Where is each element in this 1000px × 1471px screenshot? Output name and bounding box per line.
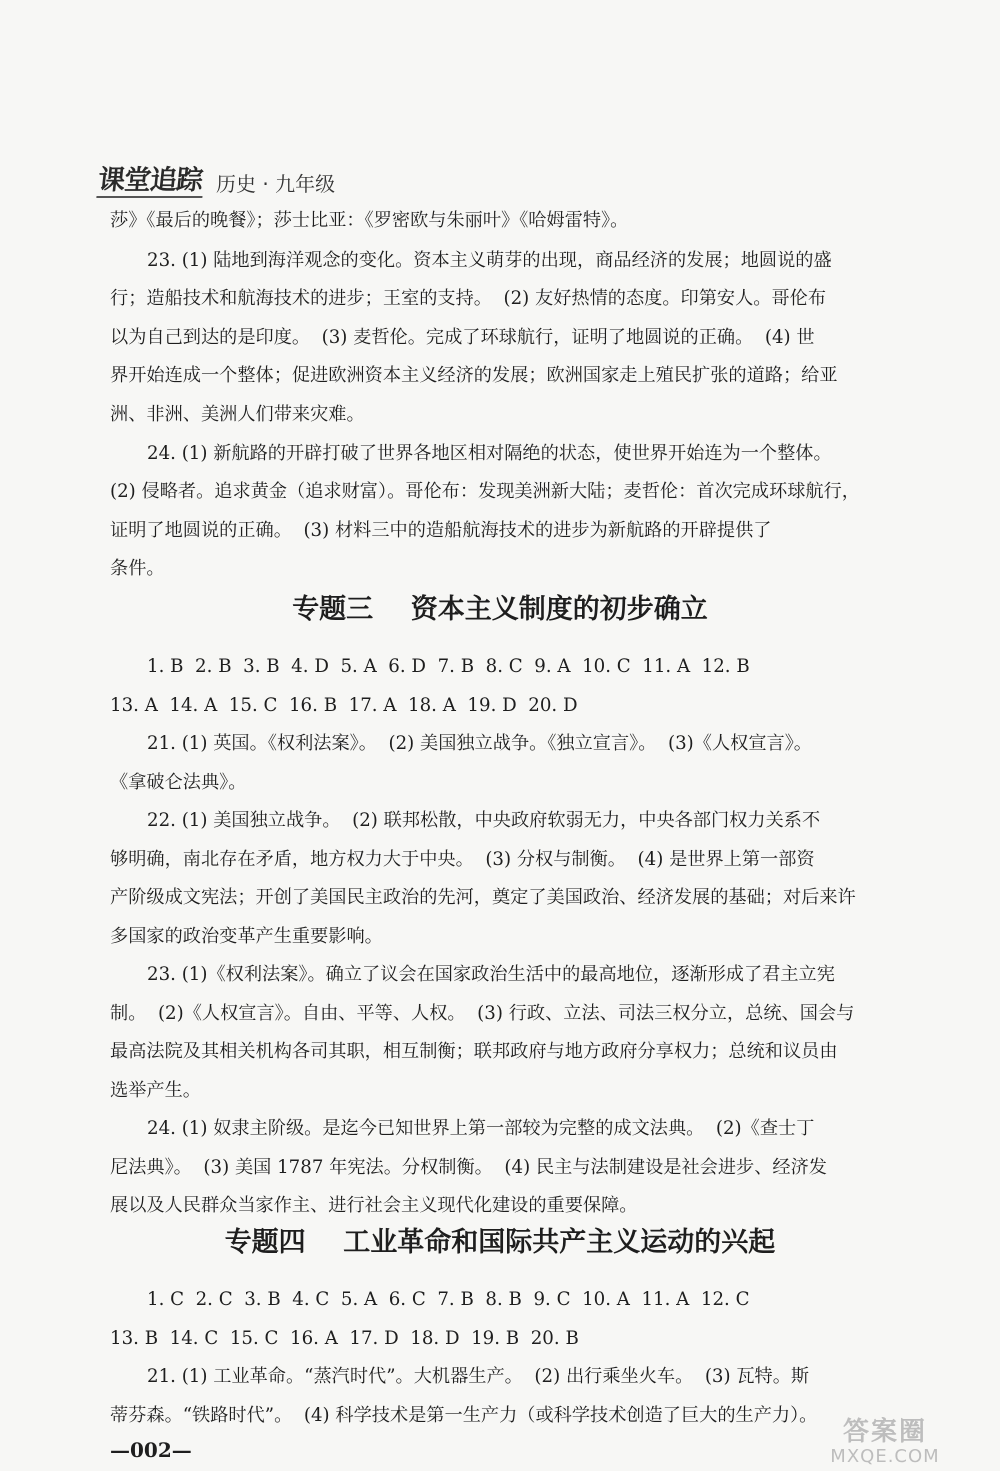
subject-grade: 历史 · 九年级 <box>216 172 336 196</box>
answer-line: 24. (1) 奴隶主阶级。是迄今已知世界上第一部较为完整的成文法典。 (2)《查士丁 <box>147 1118 815 1139</box>
choice-answers: 1. B 2. B 3. B 4. D 5. A 6. D 7. B 8. C 9. A 10. C 11. A 12. B <box>147 656 750 677</box>
text-line: 《拿破仑法典》。 <box>110 772 247 793</box>
text-line: 最高法院及其相关机构各司其职，相互制衡；联邦政府与地方政府分享权力；总统和议员由 <box>110 1041 838 1062</box>
text-line: 以为自己到达的是印度。 (3) 麦哲伦。完成了环球航行，证明了地圆说的正确。 (4) 世 <box>110 327 815 348</box>
text-line: 条件。 <box>110 558 165 579</box>
answer-line: 21. (1) 工业革命。“蒸汽时代”。大机器生产。 (2) 出行乘坐火车。 (3) 瓦特。斯 <box>147 1366 810 1387</box>
text-line: 界开始连成一个整体；促进欧洲资本主义经济的发展；欧洲国家走上殖民扩张的道路；给亚 <box>110 365 838 386</box>
text-line: 多国家的政治变革产生重要影响。 <box>110 926 383 947</box>
text-line: 够明确，南北存在矛盾，地方权力大于中央。 (3) 分权与制衡。 (4) 是世界上第一部资 <box>110 849 815 870</box>
choice-answers: 1. C 2. C 3. B 4. C 5. A 6. C 7. B 8. B 9. C 10. A 11. A 12. C <box>147 1289 750 1310</box>
answer-line: 24. (1) 新航路的开辟打破了世界各地区相对隔绝的状态，使世界开始连为一个整体。 <box>147 443 832 464</box>
answer-line: 21. (1) 英国。《权利法案》。 (2) 美国独立战争。《独立宣言》。 (3)《人权宣言》。 <box>147 733 812 754</box>
text-line: 蒂芬森。“铁路时代”。 (4) 科学技术是第一生产力（或科学技术创造了巨大的生产力）。 <box>110 1405 818 1426</box>
watermark-url: MXQE.COM <box>830 1446 940 1467</box>
text-line: 证明了地圆说的正确。 (3) 材料三中的造船航海技术的进步为新航路的开辟提供了 <box>110 520 772 541</box>
running-header <box>96 165 336 198</box>
choice-answers: 13. B 14. C 15. C 16. A 17. D 18. D 19. B 20. B <box>110 1328 579 1349</box>
answer-line: 22. (1) 美国独立战争。 (2) 联邦松散，中央政府软弱无力，中央各部门权力关系不 <box>147 810 821 831</box>
answer-line: 23. (1)《权利法案》。确立了议会在国家政治生活中的最高地位，逐渐形成了君主立宪 <box>147 964 835 985</box>
answer-line: 23. (1) 陆地到海洋观念的变化。资本主义萌芽的出现，商品经济的发展；地圆说的盛 <box>147 250 832 271</box>
watermark-logo: 答案圈 <box>842 1417 927 1447</box>
text-line: 选举产生。 <box>110 1080 201 1101</box>
text-line: 制。 (2)《人权宣言》。自由、平等、人权。 (3) 行政、立法、司法三权分立，总统、国会与 <box>110 1003 855 1024</box>
page-number: —002— <box>110 1438 192 1462</box>
watermark <box>780 1418 990 1468</box>
text-line: 产阶级成文宪法；开创了美国民主政治的先河，奠定了美国政治、经济发展的基础；对后来许 <box>110 887 856 908</box>
text-line: 展以及人民群众当家作主、进行社会主义现代化建设的重要保障。 <box>110 1195 638 1216</box>
text-line: 洲、非洲、美洲人们带来灾难。 <box>110 404 365 425</box>
text-line: (2) 侵略者。追求黄金（追求财富）。哥伦布：发现美洲新大陆；麦哲伦：首次完成环球航行， <box>110 481 860 502</box>
text-line: 行；造船技术和航海技术的进步；王室的支持。 (2) 友好热情的态度。印第安人。哥伦布 <box>110 288 827 309</box>
text-line: 莎》《最后的晚餐》；莎士比亚：《罗密欧与朱丽叶》《哈姆雷特》。 <box>110 210 629 231</box>
section-heading: 专题四 工业革命和国际共产主义运动的兴起 <box>224 1227 776 1258</box>
book-logo: 课堂追踪 <box>96 165 204 196</box>
section-heading: 专题三 资本主义制度的初步确立 <box>292 594 708 625</box>
text-line: 尼法典》。 (3) 美国 1787 年宪法。分权制衡。 (4) 民主与法制建设是社会进步、经济发 <box>110 1157 827 1178</box>
choice-answers: 13. A 14. A 15. C 16. B 17. A 18. A 19. D 20. D <box>110 695 578 716</box>
